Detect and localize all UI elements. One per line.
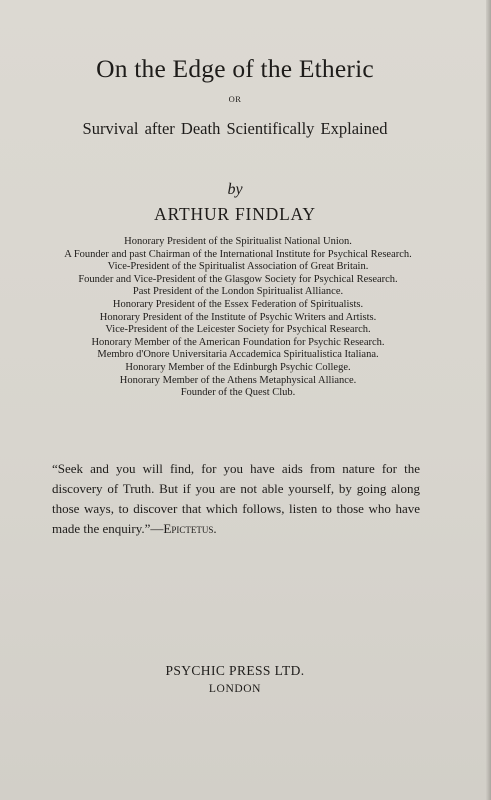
publisher-city: LONDON: [208, 683, 262, 695]
author-credentials: [40, 236, 436, 400]
credential-line: Honorary President of the Institute of Psychic Writers and Artists.: [99, 311, 377, 323]
credential-line: A Founder and past Chairman of the International Institute for Psychical Research.: [64, 248, 412, 260]
credential-line: Honorary Member of the Athens Metaphysical Alliance.: [119, 374, 357, 386]
quote-text: “Seek and you will find, for you have aids from nature for the discovery of Truth. But if you are not able yourself, by going along those ways, to discover that which follows, listen to those who have made the enquiry.”—: [52, 461, 420, 536]
credential-line: Membro d'Onore Universitaria Accademica Spiritualistica Italiana.: [97, 349, 379, 361]
credential-line: Founder of the Quest Club.: [180, 387, 296, 399]
book-title: On the Edge of the Etheric: [96, 54, 374, 83]
epigraph-quote: [52, 459, 420, 539]
page-edge: [486, 0, 491, 800]
credential-line: Vice-President of the Spiritualist Association of Great Britain.: [107, 261, 369, 273]
credential-line: Honorary Member of the American Foundation for Psychic Research.: [91, 336, 385, 348]
credential-line: Honorary President of the Essex Federation of Spiritualists.: [112, 298, 364, 310]
author-name: ARTHUR FINDLAY: [154, 204, 316, 224]
publisher-name: PSYCHIC PRESS LTD.: [165, 663, 305, 678]
or-separator: OR: [228, 94, 242, 104]
credential-line: Honorary President of the Spiritualist National Union.: [124, 236, 352, 247]
credential-line: Honorary Member of the Edinburgh Psychic College.: [125, 361, 351, 373]
credential-line: Past President of the London Spiritualist Alliance.: [132, 286, 344, 298]
credential-line: Founder and Vice-President of the Glasgow Society for Psychical Research.: [78, 273, 398, 285]
by-line: by: [227, 181, 243, 198]
quote-attribution: Epictetus.: [163, 521, 217, 536]
credential-line: Vice-President of the Leicester Society for Psychical Research.: [105, 324, 371, 336]
book-subtitle: Survival after Death Scientifically Explained: [82, 119, 388, 138]
